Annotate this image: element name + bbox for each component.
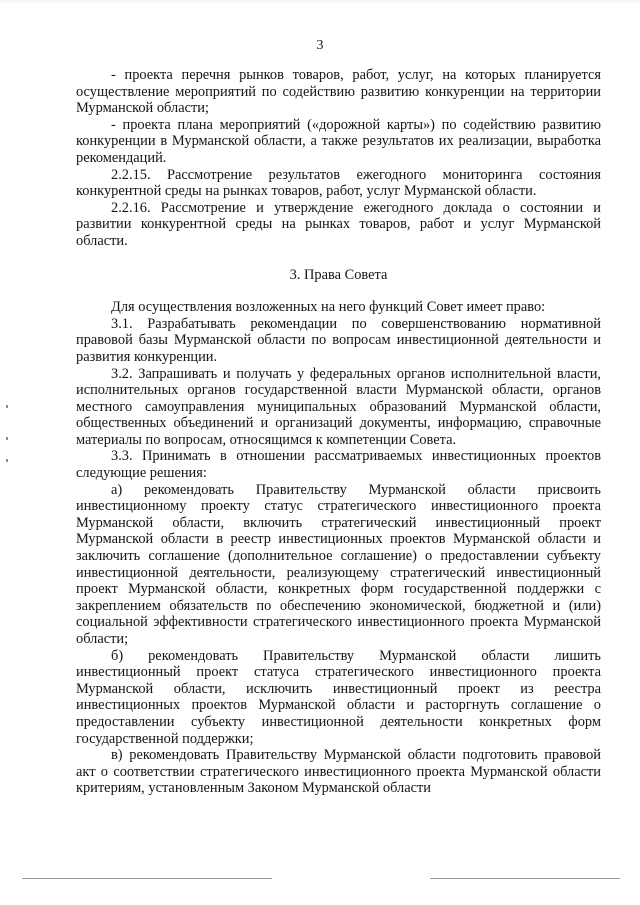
- section-heading: 3. Права Совета: [289, 266, 388, 283]
- paragraph-3-1: 3.1. Разрабатывать рекомендации по совершенствованию нормативной правовой базы Мурманской области по вопросам инвестиционной деятельности и развития конкуренции.: [76, 315, 601, 365]
- scan-margin-mark: [6, 437, 8, 440]
- scan-margin-mark: [6, 459, 8, 462]
- paragraph-3-3-a: а) рекомендовать Правительству Мурманской области присвоить инвестиционному проекту статус стратегического инвестиционного проекта Мурманской области, включить стратегический инвестиционный проект Мурманской области в реестр инвестиционных проектов Мурманской области и заключить соглашение (дополнительное соглашение) о предоставлении субъекту инвестиционной деятельности, реализующему стратегический инвестиционный проект Мурманской области, конкретных форм государственной поддержки с закреплением обязательств по обеспечению экономической, бюджетной и (или) социальной эффективности стратегического инвестиционного проекта Мурманской области;: [76, 481, 601, 647]
- paragraph-3-3-v: в) рекомендовать Правительству Мурманской области подготовить правовой акт о соответствии стратегического инвестиционного проекта Мурманской области критериям, установленным Законом Мурманской области: [76, 747, 601, 797]
- paragraph-roadmap-draft: - проекта плана мероприятий («дорожной карты») по содействию развитию конкуренции в Мурманской области, а также результатов их реализации, выработка рекомендаций.: [76, 116, 601, 166]
- paragraph-2-2-15: 2.2.15. Рассмотрение результатов ежегодного мониторинга состояния конкурентной среды на рынках товаров, работ, услуг Мурманской области.: [76, 166, 601, 200]
- paragraph-market-list-draft: - проекта перечня рынков товаров, работ, услуг, на которых планируется осуществление мероприятий по содействию развитию конкуренции на территории Мурманской области;: [76, 67, 601, 117]
- paragraph-rights-intro: Для осуществления возложенных на него функций Совет имеет право:: [111, 299, 546, 316]
- paragraph-3-2: 3.2. Запрашивать и получать у федеральных органов исполнительной власти, исполнительных органов государственной власти Мурманской области, органов местного самоуправления муниципальных образований Мурманской области, общественных объединений и организаций документы, информацию, справочные материалы по вопросам, относящимся к компетенции Совета.: [76, 365, 601, 448]
- scan-edge: [0, 0, 640, 4]
- paragraph-2-2-16: 2.2.16. Рассмотрение и утверждение ежегодного доклада о состоянии и развитии конкурентной среды на рынках товаров, работ и услуг Мурманской области.: [76, 199, 601, 249]
- scan-margin-mark: [6, 405, 8, 408]
- paragraph-3-3: 3.3. Принимать в отношении рассматриваемых инвестиционных проектов следующие решения:: [76, 448, 601, 482]
- scan-footer-rule: [430, 878, 620, 879]
- paragraph-3-3-b: б) рекомендовать Правительству Мурманской области лишить инвестиционный проект статуса стратегического инвестиционного проекта Мурманской области, исключить инвестиционный проект из реестра инвестиционных проектов Мурманской области и расторгнуть соглашение о предоставлении субъекту инвестиционной деятельности конкретных форм государственной поддержки;: [76, 647, 601, 747]
- scan-footer-rule: [22, 878, 272, 879]
- page-number: 3: [316, 38, 324, 53]
- document-body: [76, 67, 601, 797]
